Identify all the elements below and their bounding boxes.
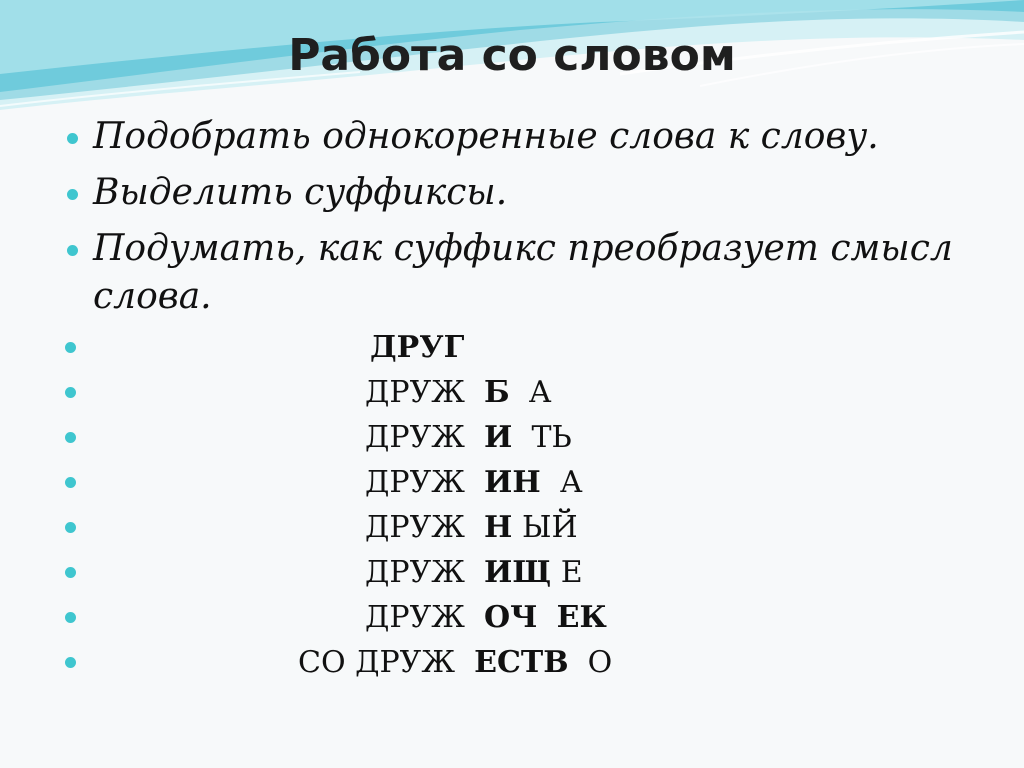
word-6: ДРУЖ ОЧ ЕК bbox=[365, 600, 607, 635]
bullet-icon bbox=[67, 245, 78, 256]
word-base: ДРУГ bbox=[370, 330, 465, 365]
task-1: Подобрать однокоренные слова к слову. bbox=[93, 116, 879, 157]
bullet-icon bbox=[65, 567, 76, 578]
bullet-icon bbox=[67, 189, 78, 200]
bullet-icon bbox=[67, 133, 78, 144]
task-3-continued: слова. bbox=[93, 276, 212, 317]
bullet-icon bbox=[65, 342, 76, 353]
word-3: ДРУЖ ИН А bbox=[365, 465, 583, 500]
bullet-icon bbox=[65, 657, 76, 668]
bullet-icon bbox=[65, 387, 76, 398]
bullet-icon bbox=[65, 477, 76, 488]
word-2: ДРУЖ И ТЬ bbox=[365, 420, 572, 455]
bullet-icon bbox=[65, 432, 76, 443]
bullet-icon bbox=[65, 522, 76, 533]
task-3: Подумать, как суффикс преобразует смысл bbox=[93, 228, 953, 269]
word-1: ДРУЖ Б А bbox=[365, 375, 552, 410]
word-5: ДРУЖ ИЩ Е bbox=[365, 555, 583, 590]
word-7: СО ДРУЖ ЕСТВ О bbox=[298, 645, 613, 680]
task-2: Выделить суффиксы. bbox=[93, 172, 508, 213]
bullet-icon bbox=[65, 612, 76, 623]
slide-title: Работа со словом bbox=[288, 30, 736, 81]
word-4: ДРУЖ Н ЫЙ bbox=[365, 510, 578, 545]
